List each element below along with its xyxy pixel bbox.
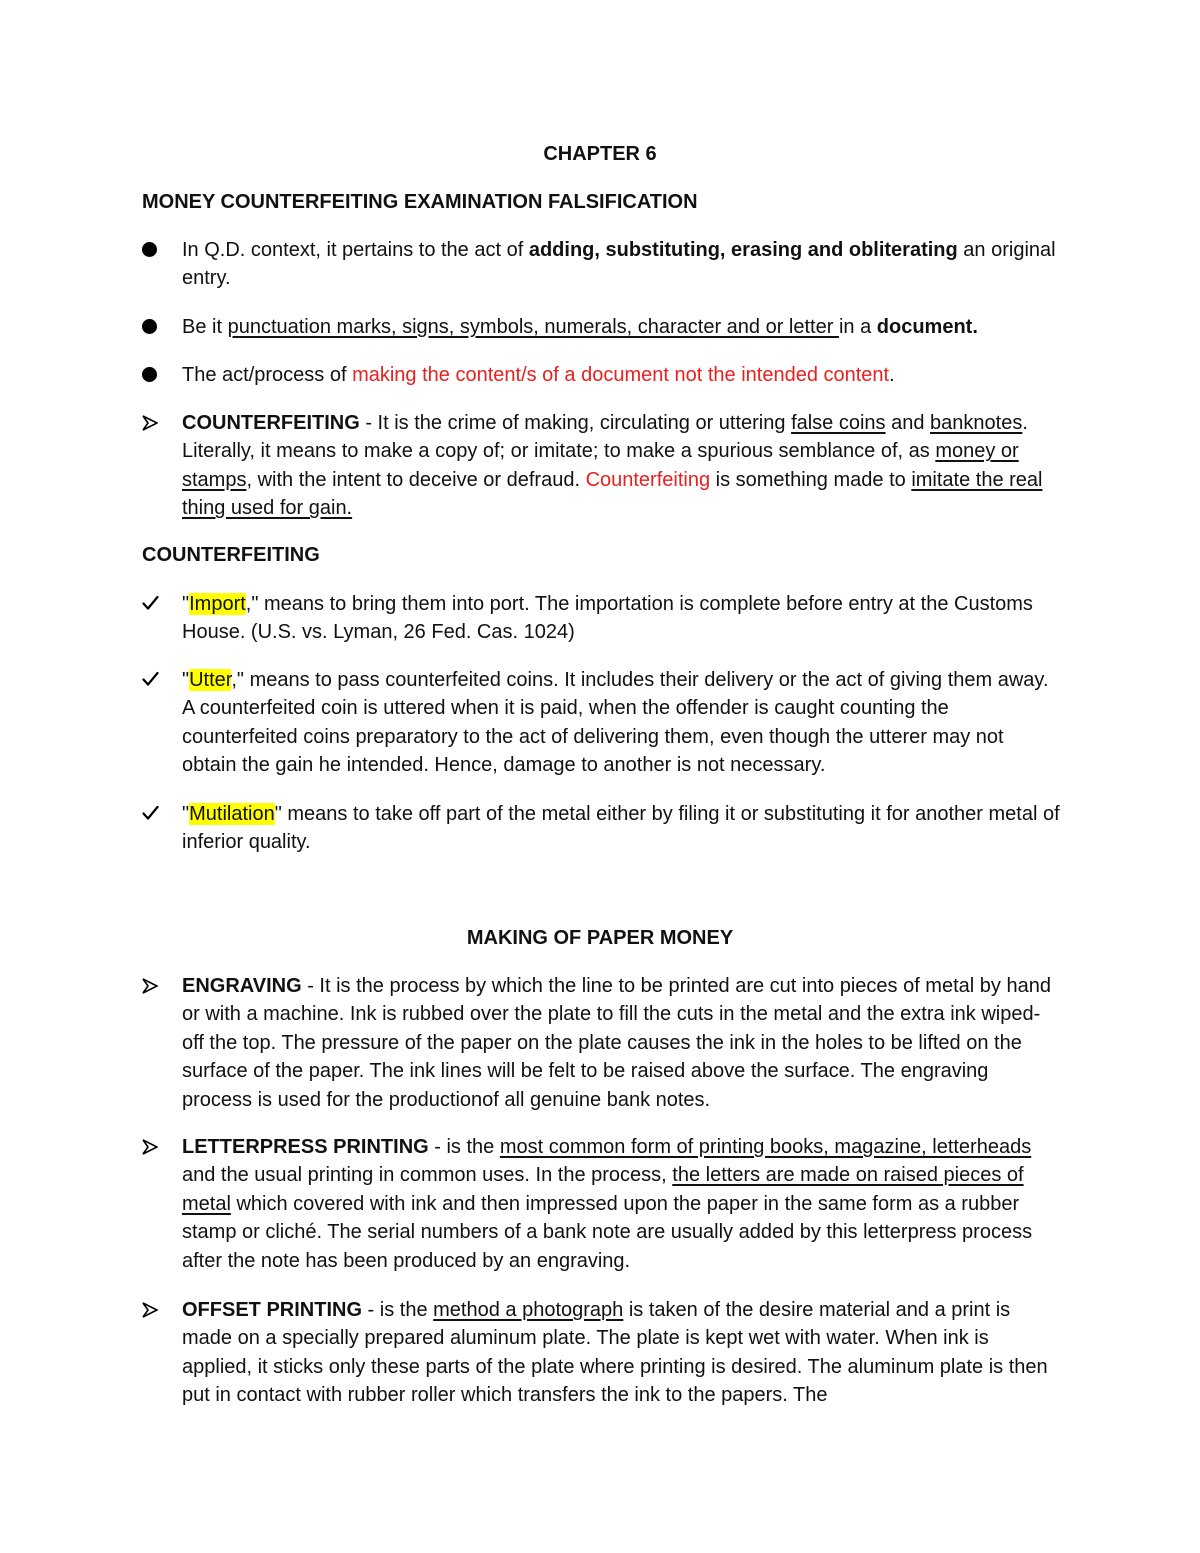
underlined-run: banknotes [930, 412, 1023, 434]
bullet-3-prefix: The act/process of [182, 364, 353, 386]
underlined-run: most common form of printing books, magazine, letterheads [499, 1136, 1032, 1158]
underlined-run: the letters are made on raised pieces of metal [182, 1164, 1024, 1215]
text-run: ," means to pass counterfeited coins. It includes their delivery or the act of giving them away. A counterfeited coin is uttered when it is paid, when the offender is caught counting the counterfeited coins preparatory to the act of delivering them, even though the utterer may not obtain the gain he intended. Hence, damage to another is not necessary. [182, 669, 1049, 777]
engraving-item [142, 972, 1062, 1114]
checkmark-bullet-icon [142, 590, 172, 619]
section-title: MONEY COUNTERFEITING EXAMINATION FALSIFICATION [142, 191, 698, 213]
highlighted-term: Import [189, 593, 246, 615]
underlined-run: imitate the real thing used for gain. [182, 468, 1043, 520]
quote-mark: " [182, 803, 190, 825]
checkmark-bullet-icon [142, 666, 172, 695]
bullet-3-suffix: . [889, 364, 895, 386]
bullet-2-middle: in a [838, 316, 877, 338]
bullet-item-1 [142, 236, 1062, 293]
bullet-1-prefix: In Q.D. context, it pertains to the act of [182, 239, 529, 261]
text-run: - It is the crime of making, circulating or uttering [359, 412, 792, 434]
filled-circle-bullet-icon [142, 361, 172, 390]
bullet-1-suffix: an original entry. [182, 239, 1056, 290]
quote-mark: " [182, 669, 190, 691]
text-run: , with the intent to deceive or defraud. [246, 468, 586, 491]
text-run: " means to take off part of the metal either by filing it or substituting it for another metal of inferior quality. [182, 803, 1060, 854]
arrowhead-bullet-icon [142, 1296, 172, 1326]
letterpress-term: LETTERPRESS PRINTING [182, 1136, 429, 1158]
bullet-item-3 [142, 361, 1062, 389]
underlined-run: method a photograph [433, 1299, 624, 1321]
counterfeiting-heading: COUNTERFEITING [142, 544, 320, 566]
arrowhead-bullet-icon [142, 1133, 172, 1163]
bullet-1-bold: adding, substituting, erasing and obliterating [528, 239, 958, 261]
text-run: ," means to bring them into port. The importation is complete before entry at the Customs House. (U.S. vs. Lyman, 26 Fed. Cas. 1024) [182, 593, 1033, 644]
bullet-item-2 [142, 313, 1062, 341]
filled-circle-bullet-icon [142, 236, 172, 265]
text-run: which covered with ink and then impressed upon the paper in the same form as a rubber stamp or cliché. The serial numbers of a bank note are usually added by this letterpress process after the note has been produced by an engraving. [182, 1192, 1033, 1272]
red-run: Counterfeiting [585, 468, 711, 491]
arrowhead-bullet-icon [142, 972, 172, 1002]
engraving-term: ENGRAVING [182, 975, 302, 997]
checkmark-bullet-icon [142, 800, 172, 829]
text-run: . Literally, it means to make a copy of; or imitate; to make a spurious semblance of, as [182, 412, 1028, 463]
text-run: and the usual printing in common uses. In the process, [182, 1164, 673, 1187]
letterpress-item [142, 1133, 1062, 1275]
text-run: - It is the process by which the line to be printed are cut into pieces of metal by hand or with a machine. Ink is rubbed over the plate to fill the cuts in the metal and the extra ink wiped-off the top. The pressure of the paper on the plate causes the ink in the holes to be lifted on the surface of the paper. The ink lines will be felt to be raised above the surface. The engraving process is used for the productionof all genuine bank notes. [182, 975, 1051, 1111]
bullet-3-red: making the content/s of a document not the intended content [352, 364, 890, 386]
paper-money-title: MAKING OF PAPER MONEY [466, 927, 734, 949]
term-mutilation [142, 800, 1062, 857]
text-run: is something made to [710, 468, 912, 491]
quote-mark: " [182, 593, 190, 615]
chapter-title: CHAPTER 6 [543, 143, 657, 165]
highlighted-term: Utter [189, 669, 232, 691]
offset-term: OFFSET PRINTING [182, 1299, 362, 1321]
filled-circle-bullet-icon [142, 313, 172, 342]
underlined-run: false coins [791, 412, 886, 434]
text-run: and [885, 412, 931, 434]
text-run: is taken of the desire material and a print is made on a specially prepared aluminum plate. The plate is kept wet with water. When ink is applied, it sticks only these parts of the plate where printing is desired. The aluminum plate is then put in contact with rubber roller which transfers the ink to the papers. The [182, 1299, 1048, 1407]
underlined-run: money or stamps [182, 440, 1019, 491]
offset-item [142, 1296, 1062, 1410]
counterfeiting-definition [142, 409, 1062, 523]
counterfeiting-term: COUNTERFEITING [182, 412, 360, 434]
bullet-2-prefix: Be it [182, 316, 228, 338]
term-import [142, 590, 1062, 647]
bullet-2-bold: document. [876, 316, 978, 338]
arrowhead-bullet-icon [142, 409, 172, 439]
text-run: - is the [428, 1136, 500, 1158]
highlighted-term: Mutilation [189, 803, 275, 825]
term-utter [142, 666, 1062, 780]
text-run: - is the [362, 1299, 434, 1321]
bullet-2-underlined: punctuation marks, signs, symbols, numerals, character and or letter [227, 316, 839, 338]
